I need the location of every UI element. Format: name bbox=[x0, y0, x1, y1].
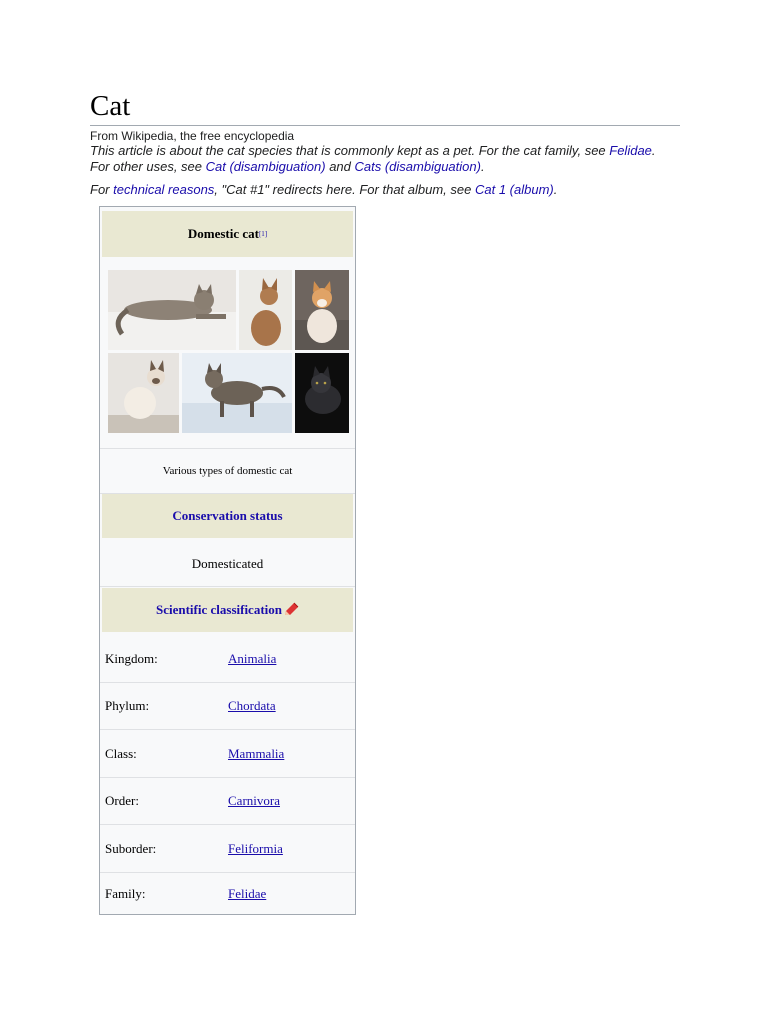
conservation-status-value bbox=[100, 542, 355, 587]
cat-disambiguation-link[interactable]: Cat (disambiguation) bbox=[205, 159, 326, 174]
conservation-status-text: Domesticated bbox=[191, 556, 264, 571]
taxonomy-value-link[interactable]: Carnivora bbox=[228, 793, 280, 808]
taxonomy-value-link[interactable]: Mammalia bbox=[228, 745, 285, 761]
pencil-icon[interactable] bbox=[283, 602, 299, 618]
hatnote-redirect bbox=[90, 182, 557, 198]
infobox bbox=[99, 206, 356, 915]
hatnote-text: For other uses, see bbox=[90, 159, 206, 174]
taxonomy-row-phylum bbox=[100, 683, 355, 730]
hatnote-text: , "Cat #1" redirects here. For that album, see bbox=[214, 182, 475, 197]
taxonomy-rank: Suborder: bbox=[105, 840, 157, 856]
taxonomy-rank: Phylum: bbox=[105, 698, 150, 713]
infobox-image-gallery bbox=[100, 261, 355, 449]
taxonomy-value-link[interactable]: Felidae bbox=[228, 885, 267, 901]
reference-link[interactable]: [1] bbox=[258, 230, 268, 238]
taxonomy-rank: Family: bbox=[105, 885, 146, 901]
taxonomy-rank: Kingdom: bbox=[105, 651, 158, 666]
conservation-status-link[interactable]: Conservation status bbox=[172, 508, 283, 523]
hatnote-text: and bbox=[325, 159, 355, 174]
hatnote-text: . bbox=[553, 182, 558, 197]
taxonomy-value-link[interactable]: Animalia bbox=[228, 651, 277, 666]
tabby-cat-lying-image[interactable] bbox=[108, 270, 236, 350]
cat-1-album-link[interactable]: Cat 1 (album) bbox=[474, 182, 554, 197]
title-divider bbox=[90, 125, 680, 126]
taxonomy-row-suborder bbox=[100, 825, 355, 873]
infobox-title bbox=[102, 211, 353, 257]
taxonomy-rank: Class: bbox=[105, 745, 137, 761]
taxonomy-value-link[interactable]: Feliformia bbox=[228, 840, 283, 856]
scientific-classification-link[interactable]: Scientific classification bbox=[155, 602, 282, 617]
infobox-title-text: Domestic cat bbox=[187, 226, 259, 241]
taxonomy-row-class bbox=[100, 730, 355, 778]
hatnote-text: . bbox=[651, 143, 656, 158]
taxonomy-row-family bbox=[100, 873, 355, 914]
siamese-cat-image[interactable] bbox=[108, 353, 179, 433]
taxonomy-rank: Order: bbox=[105, 793, 139, 808]
orange-white-cat-image[interactable] bbox=[295, 270, 349, 350]
scientific-classification-header bbox=[102, 588, 353, 632]
infobox-caption bbox=[100, 449, 355, 494]
taxonomy-row-kingdom bbox=[100, 636, 355, 683]
black-cat-image[interactable] bbox=[295, 353, 349, 433]
cats-disambiguation-link[interactable]: Cats (disambiguation) bbox=[354, 159, 481, 174]
technical-reasons-link[interactable]: technical reasons bbox=[113, 182, 215, 197]
abyssinian-cat-image[interactable] bbox=[239, 270, 292, 350]
hatnote-species bbox=[90, 143, 656, 159]
site-tagline: From Wikipedia, the free encyclopedia bbox=[90, 129, 295, 143]
hatnote-text: . bbox=[480, 159, 485, 174]
page-title: Cat bbox=[90, 90, 131, 122]
felidae-link[interactable]: Felidae bbox=[609, 143, 652, 158]
hatnote-text: This article is about the cat species that is commonly kept as a pet. For the cat family, see bbox=[90, 143, 610, 158]
hatnote-text: For bbox=[90, 182, 114, 197]
caption-text: Various types of domestic cat bbox=[162, 465, 293, 477]
hatnote-other-uses bbox=[90, 159, 485, 175]
taxonomy-value-link[interactable]: Chordata bbox=[228, 698, 276, 713]
taxonomy-row-order bbox=[100, 778, 355, 825]
conservation-status-header bbox=[102, 494, 353, 538]
tabby-cat-in-snow-image[interactable] bbox=[182, 353, 292, 433]
